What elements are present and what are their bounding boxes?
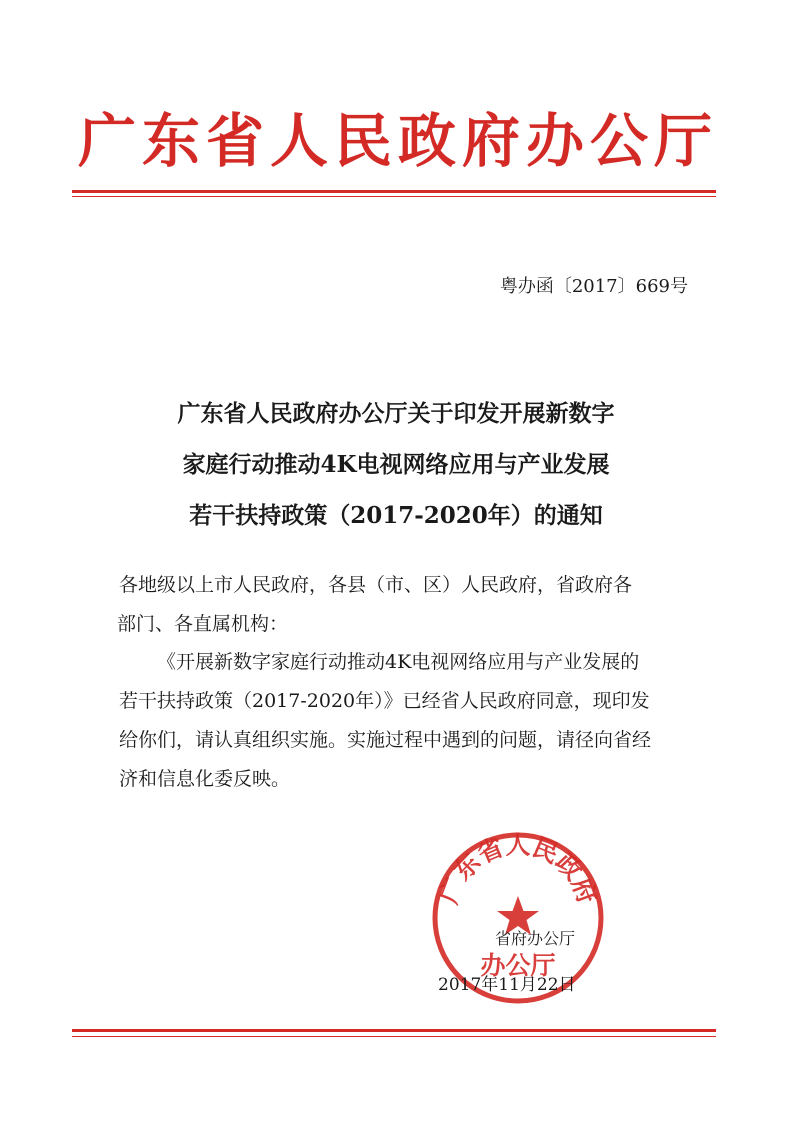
- issuing-authority-title: 广东省人民政府办公厅: [78, 107, 719, 175]
- body-line-1: 《开展新数字家庭行动推动4K电视网络应用与产业发展的: [157, 651, 640, 673]
- body-line-2: 若干扶持政策（2017-2020年）》已经省人民政府同意，现印发: [119, 690, 650, 712]
- addressee-line-1: 各地级以上市人民政府，各县（市、区）人民政府，省政府各: [119, 574, 633, 596]
- header-thin-rule: [72, 196, 716, 197]
- document-title-line-1: 广东省人民政府办公厅关于印发开展新数字: [177, 400, 615, 427]
- body-line-3: 给你们，请认真组织实施。实施过程中遇到的问题，请径向省经: [119, 729, 652, 751]
- document-title-line-2: 家庭行动推动4K电视网络应用与产业发展: [182, 451, 610, 478]
- body-line-4: 济和信息化委反映。: [119, 768, 291, 790]
- issue-date: 2017年11月22日: [438, 975, 576, 995]
- footer-thick-rule: [72, 1029, 716, 1032]
- seal-arc-text: 广东省人民政府: [434, 830, 602, 908]
- document-number: 粤办函〔2017〕669号: [499, 276, 688, 297]
- signing-authority: 省府办公厅: [494, 929, 575, 948]
- header-thick-rule: [72, 190, 716, 193]
- addressee-line-2: 部门、各直属机构：: [117, 613, 289, 635]
- addressee: [119, 566, 699, 644]
- document-title-line-3: 若干扶持政策（2017-2020年）的通知: [189, 502, 603, 529]
- seal-bottom-text: 办公厅: [480, 951, 556, 980]
- body-paragraph: [119, 643, 699, 799]
- document-title: [96, 388, 696, 541]
- footer-thin-rule: [72, 1036, 716, 1037]
